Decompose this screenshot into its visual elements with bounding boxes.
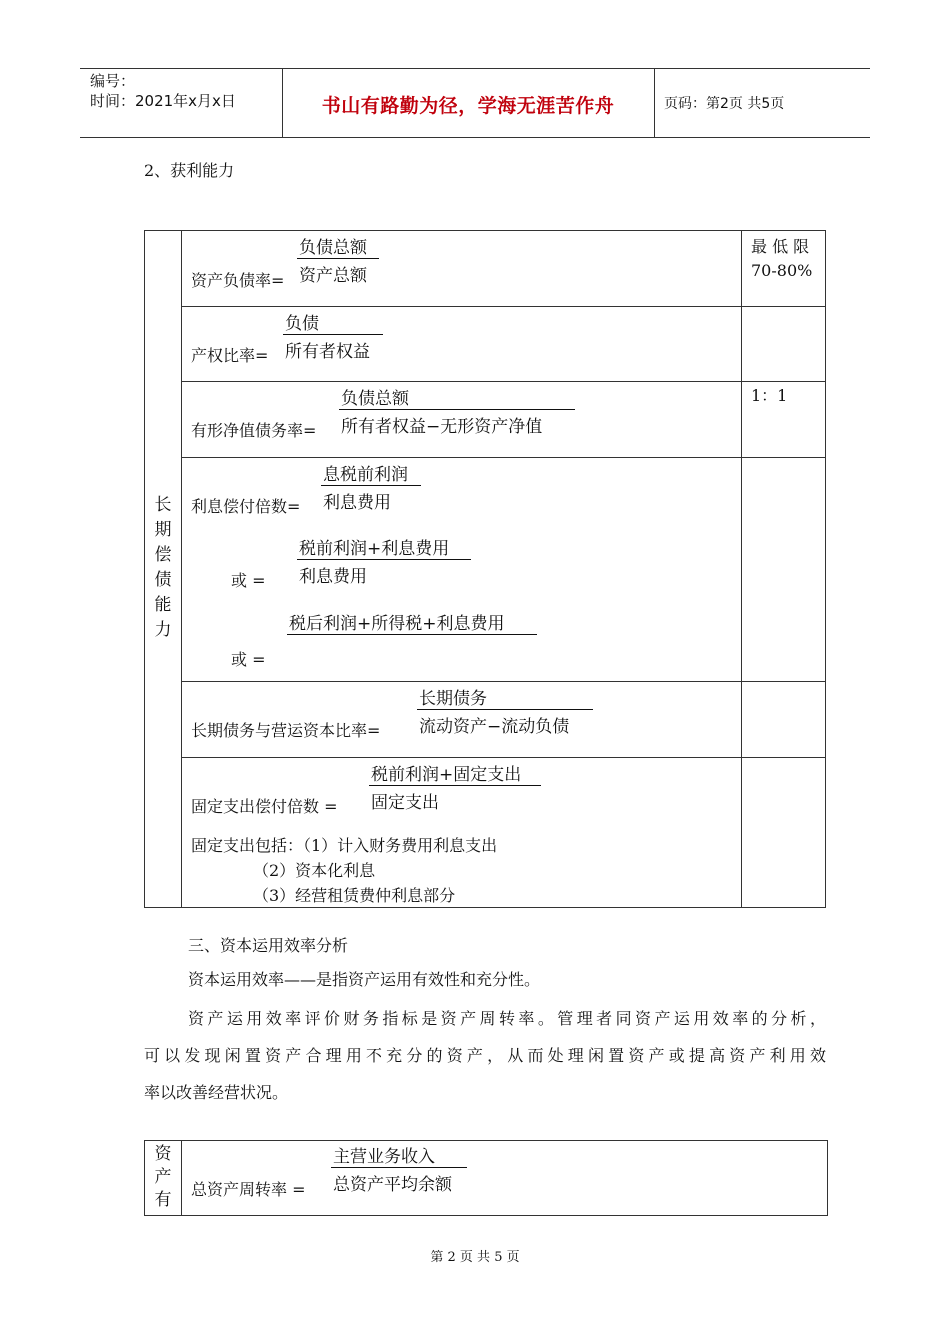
formula-label: 长期债务与营运资本比率= bbox=[191, 721, 381, 740]
denominator: 总资产平均余额 bbox=[333, 1175, 452, 1195]
fraction-bar bbox=[331, 1167, 467, 1168]
alt-numerator: 税后利润+所得税+利息费用 bbox=[289, 614, 505, 634]
numerator: 息税前利润 bbox=[323, 465, 408, 485]
alt-numerator: 税前利润+利息费用 bbox=[299, 539, 450, 559]
formula-label: 总资产周转率 = bbox=[191, 1180, 306, 1199]
page-header bbox=[80, 68, 870, 138]
formula-label: 资产负债率= bbox=[191, 271, 285, 290]
formula-label: 有形净值债务率= bbox=[191, 421, 317, 440]
serial-label: 编号： bbox=[90, 72, 136, 90]
numerator: 负债总额 bbox=[299, 238, 367, 258]
fraction-bar bbox=[417, 709, 593, 710]
include-title: 固定支出包括：（1）计入财务费用利息支出 bbox=[191, 836, 498, 855]
alt-label: 或 = bbox=[231, 571, 266, 590]
side-label: 资 产 有 bbox=[154, 1144, 172, 1210]
fraction-bar bbox=[287, 634, 537, 635]
alt-denominator: 利息费用 bbox=[299, 567, 367, 587]
fraction-bar bbox=[283, 334, 383, 335]
paragraph-line: 资产运用效率评价财务指标是资产周转率。管理者同资产运用效率的分析， bbox=[188, 1009, 826, 1028]
fraction-bar bbox=[321, 485, 421, 486]
formula-label: 产权比率= bbox=[191, 346, 269, 365]
paragraph-line: 可以发现闲置资产合理用不充分的资产，从而处理闲置资产或提高资产利用效 bbox=[144, 1046, 826, 1065]
asset-efficiency-table bbox=[144, 1140, 828, 1216]
paragraph: 资本运用效率——是指资产运用有效性和充分性。 bbox=[188, 970, 541, 989]
fraction-bar bbox=[339, 409, 575, 410]
header-motto: 书山有路勤为径，学海无涯苦作舟 bbox=[321, 95, 615, 117]
paragraph-line: 率以改善经营状况。 bbox=[144, 1083, 289, 1102]
numerator: 税前利润+固定支出 bbox=[371, 765, 522, 785]
denominator: 固定支出 bbox=[371, 793, 439, 813]
numerator: 主营业务收入 bbox=[333, 1147, 435, 1167]
formula-label: 固定支出偿付倍数 = bbox=[191, 797, 338, 816]
page-footer: 第 2 页 共 5 页 bbox=[430, 1250, 520, 1265]
numerator: 负债 bbox=[285, 314, 319, 334]
section-heading-profit: 2、获利能力 bbox=[144, 161, 235, 180]
fraction-bar bbox=[369, 785, 541, 786]
date-line: 时间：2021年x月x日 bbox=[90, 92, 236, 110]
denominator: 资产总额 bbox=[299, 266, 367, 286]
denominator: 流动资产−流动负债 bbox=[419, 717, 570, 737]
include-item: （2）资本化利息 bbox=[253, 861, 376, 880]
denominator: 所有者权益 bbox=[285, 342, 370, 362]
header-divider bbox=[654, 69, 655, 137]
fraction-bar bbox=[297, 559, 471, 560]
include-item: （3）经营租赁费仲利息部分 bbox=[253, 886, 456, 905]
alt-label: 或 = bbox=[231, 650, 266, 669]
section-heading: 三、资本运用效率分析 bbox=[188, 936, 349, 955]
fraction-bar bbox=[297, 258, 379, 259]
row-note: 1：1 bbox=[751, 386, 788, 405]
numerator: 长期债务 bbox=[419, 689, 487, 709]
numerator: 负债总额 bbox=[341, 389, 409, 409]
header-meta bbox=[90, 71, 236, 111]
side-label: 长 期 偿 债 能 力 bbox=[154, 495, 172, 640]
denominator: 所有者权益−无形资产净值 bbox=[341, 417, 543, 437]
formula-label: 利息偿付倍数= bbox=[191, 497, 301, 516]
page-indicator: 页码：第2页 共5页 bbox=[664, 96, 785, 112]
row-note: 最 低 限 70-80% bbox=[751, 237, 813, 280]
denominator: 利息费用 bbox=[323, 493, 391, 513]
solvency-table bbox=[144, 230, 826, 908]
